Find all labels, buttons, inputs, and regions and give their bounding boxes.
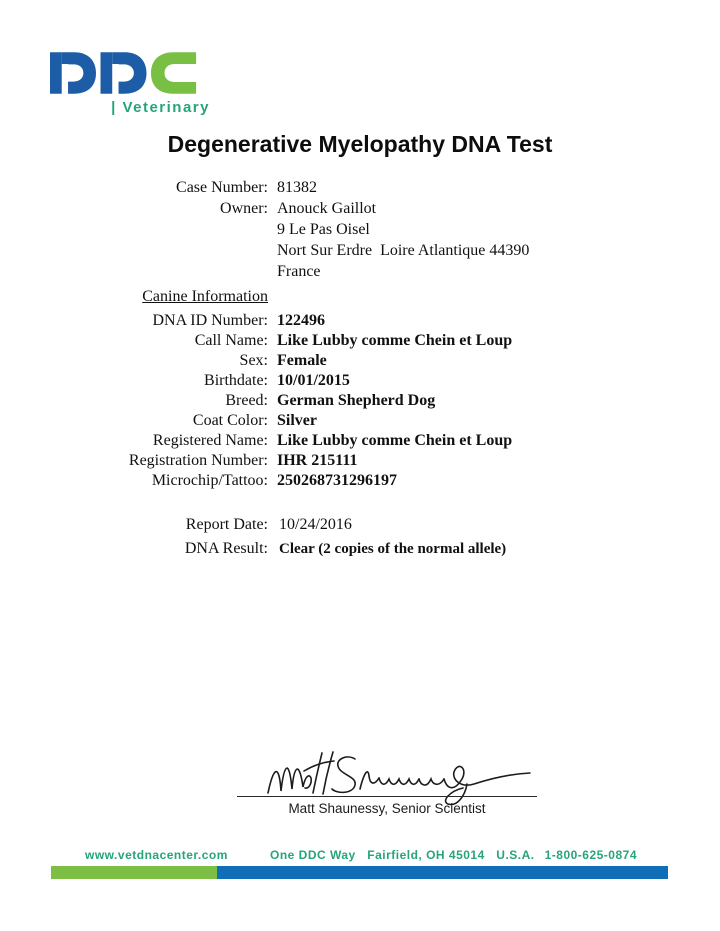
- footer-phone: 1-800-625-0874: [544, 848, 637, 862]
- registered-name-label: Registered Name:: [152, 432, 268, 449]
- dna-id-value: 122496: [277, 312, 325, 329]
- report-date-row: [0, 513, 720, 537]
- address-street: 9 Le Pas Oisel: [277, 221, 370, 238]
- call-name-row: [0, 331, 720, 351]
- dna-result-value: Clear (2 copies of the normal allele): [279, 541, 507, 557]
- owner-value: Anouck Gaillot: [277, 200, 377, 217]
- sex-label: Sex:: [239, 352, 268, 369]
- signature-caption: Matt Shaunessy, Senior Scientist: [288, 801, 486, 816]
- dna-id-label: DNA ID Number:: [152, 312, 268, 329]
- birthdate-label: Birthdate:: [204, 372, 268, 389]
- owner-address-line3: [0, 261, 720, 282]
- footer-website: www.vetdnacenter.com: [85, 848, 228, 862]
- ddc-logo: [50, 50, 210, 116]
- breed-label: Breed:: [225, 392, 268, 409]
- logo-tagline: | Veterinary: [111, 99, 210, 116]
- canine-info-section: [0, 311, 720, 491]
- owner-row: [0, 198, 720, 219]
- case-number-row: [0, 177, 720, 198]
- microchip-label: Microchip/Tattoo:: [151, 472, 268, 489]
- registered-name-row: [0, 431, 720, 451]
- case-number-value: 81382: [277, 179, 317, 196]
- call-name-value: Like Lubby comme Chein et Loup: [277, 332, 513, 349]
- canine-information-heading-row: [0, 286, 720, 307]
- registered-name-value: Like Lubby comme Chein et Loup: [277, 432, 513, 449]
- registration-number-row: [0, 451, 720, 471]
- address-city: Nort Sur Erdre Loire Atlantique 44390: [277, 242, 530, 259]
- dna-id-row: [0, 311, 720, 331]
- birthdate-row: [0, 371, 720, 391]
- sex-row: [0, 351, 720, 371]
- coat-color-row: [0, 411, 720, 431]
- sex-value: Female: [277, 352, 327, 369]
- microchip-row: [0, 471, 720, 491]
- call-name-label: Call Name:: [194, 332, 268, 349]
- case-number-label: Case Number:: [176, 179, 268, 196]
- coat-color-value: Silver: [277, 412, 317, 429]
- address-country: France: [277, 263, 321, 280]
- birthdate-value: 10/01/2015: [277, 372, 350, 389]
- results-section: [0, 513, 720, 561]
- coat-color-label: Coat Color:: [192, 412, 268, 429]
- ddc-logo-icon: [50, 50, 197, 96]
- dna-result-row: [0, 537, 720, 561]
- owner-label: Owner:: [220, 200, 268, 217]
- case-info-section: [0, 177, 720, 282]
- certificate-body: [0, 177, 720, 561]
- footer-address: One DDC Way Fairfield, OH 45014 U.S.A.: [270, 848, 535, 862]
- breed-row: [0, 391, 720, 411]
- owner-address-line1: [0, 219, 720, 240]
- footer: [0, 848, 720, 864]
- registration-number-label: Registration Number:: [128, 452, 268, 469]
- canine-information-heading: Canine Information: [142, 288, 268, 305]
- footer-bar-blue: [217, 866, 668, 879]
- report-date-value: 10/24/2016: [279, 516, 352, 533]
- report-date-label: Report Date:: [185, 516, 268, 533]
- dna-result-label: DNA Result:: [184, 540, 268, 557]
- breed-value: German Shepherd Dog: [277, 392, 436, 409]
- page-title: Degenerative Myelopathy DNA Test: [167, 131, 553, 157]
- signature-line: [237, 796, 537, 797]
- footer-bar-green: [51, 866, 217, 879]
- owner-address-line2: [0, 240, 720, 261]
- microchip-value: 250268731296197: [277, 472, 397, 489]
- registration-number-value: IHR 215111: [277, 452, 358, 469]
